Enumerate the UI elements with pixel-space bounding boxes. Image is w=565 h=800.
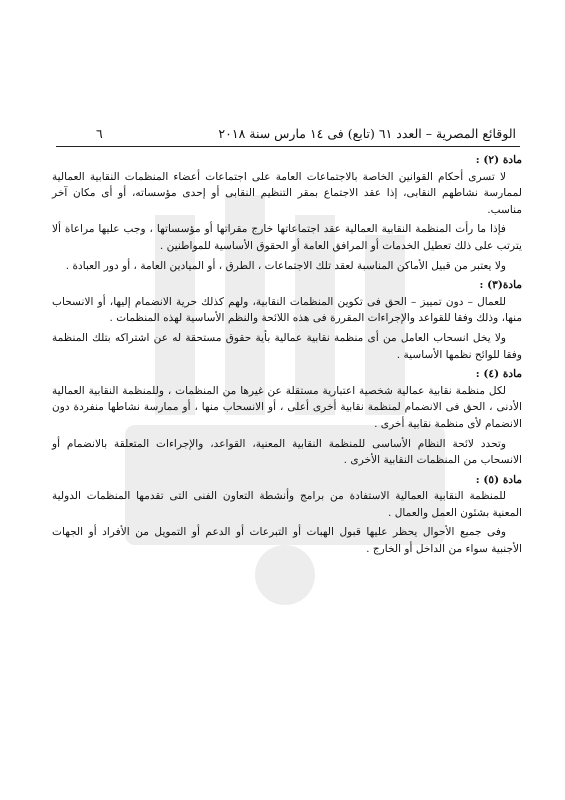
header-title: الوقائع المصرية – العدد ٦١ (تابع) فى ١٤ مارس سنة ٢٠١٨: [218, 126, 516, 141]
page-header: [96, 126, 516, 141]
article-heading: مادة (٢) :: [475, 154, 522, 166]
paragraph: للعمال – دون تمييز – الحق فى تكوين المنظمات النقابية، ولهم كذلك حرية الانضمام إليها، أو الانسحاب منها، وذلك وفقا للقواعد والإجراءات المقررة فى هذه اللائحة والنظم الأساسية لهذه المنظمات .: [52, 295, 522, 325]
paragraph: وفى جميع الأحوال يحظر عليها قبول الهبات أو التبرعات أو الدعم أو التمويل من الأفراد أو الجهات الأجنبية سواء من الداخل أو الخارج .: [52, 526, 522, 556]
article-3: [52, 277, 522, 363]
article-2: [52, 152, 522, 274]
paragraph: فإذا ما رأت المنظمة النقابية العمالية عقد اجتماعاتها خارج مقراتها أو مؤسساتها ، وجب عليها مراعاة ألا يترتب على ذلك تعطيل الخدمات أو المرافق العامة أو الحقوق الأساسية للمواطنين .: [52, 223, 522, 252]
article-5: [52, 472, 522, 558]
paragraph: لكل منظمة نقابية عمالية شخصية اعتبارية مستقلة عن غيرها من المنظمات ، وللمنظمة النقابية العمالية الأدنى ، الحق فى الانضمام لمنظمة نقابية أخرى أعلى ، أو الانسحاب منها ، أو ممارسة نشاطها منفردة دون الانضمام لأى منظمة نقابية أخرى .: [52, 384, 522, 430]
paragraph: وتحدد لائحة النظام الأساسى للمنظمة النقابية المعنية، القواعد، والإجراءات المتعلقة بالانضمام أو الانسحاب من المنظمات النقابية الأخرى .: [52, 437, 522, 467]
header-rule: [56, 146, 520, 147]
paragraph: ولا يخل انسحاب العامل من أى منظمة نقابية عمالية بأية حقوق مستحقة له عن اشتراكه بتلك المنظمة وفقا للوائح نظمها الأساسية .: [52, 331, 522, 361]
page-number: ٦: [96, 126, 103, 141]
paragraph: للمنظمة النقابية العمالية الاستفادة من برامج وأنشطة التعاون الفنى التى تقدمها المنظمات الدولية المعنية بشئون العمل والعمال .: [52, 490, 522, 519]
paragraph: ولا يعتبر من قبيل الأماكن المناسبة لعقد تلك الاجتماعات ، الطرق ، أو الميادين العامة ، أو دور العبادة .: [65, 259, 506, 272]
article-4: [52, 366, 522, 469]
article-heading: مادة (٥) :: [475, 473, 522, 486]
paragraph: لا تسرى أحكام القوانين الخاصة بالاجتماعات العامة على اجتماعات أعضاء المنظمات النقابية العمالية لممارسة نشاطهم النقابى، إذا عقد الاجتماع بمقر التنظيم النقابى أو إحدى مؤسساته، أو أى مكان آخر مناسب.: [52, 170, 522, 216]
article-heading: مادة(٣) :: [479, 279, 522, 292]
article-heading: مادة (٤) :: [475, 368, 522, 381]
document-body: [52, 152, 522, 561]
